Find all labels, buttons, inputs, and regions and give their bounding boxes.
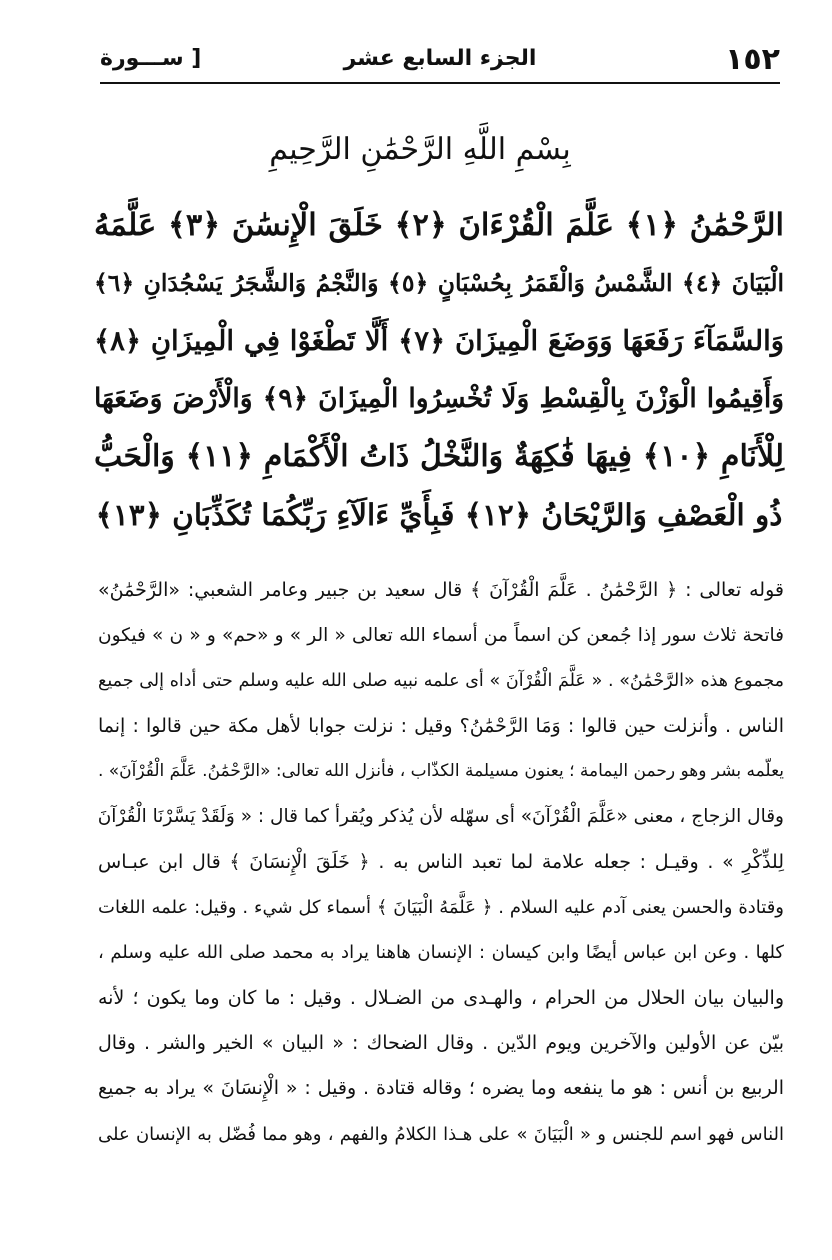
verse-line: لِلْأَنَامِ ﴿١٠﴾ فِيهَا فَٰكِهَةٌ وَالنَّخْلُ ذَاتُ الْأَكْمَامِ ﴿١١﴾ وَالْحَبُّ <box>94 439 784 474</box>
verse-line: وَأَقِيمُوا الْوَزْنَ بِالْقِسْطِ وَلَا تُخْسِرُوا الْمِيزَانَ ﴿٩﴾ وَالْأَرْضَ وَضَعَهَا <box>94 383 784 414</box>
commentary-text <box>98 568 784 1157</box>
juz-title: الجزء السابع عشر <box>343 46 537 71</box>
commentary-line: وقال الزجاج ، معنى «عَلَّمَ الْقُرْآنَ» أى سهّله لأن يُذكر ويُقرأ كما قال : « وَلَقَدْ يَسَّرْنَا الْقُرْآنَ <box>97 806 784 828</box>
verse-line: ذُو الْعَصْفِ وَالرَّيْحَانُ ﴿١٢﴾ فَبِأَيِّ ءَالَآءِ رَبِّكُمَا تُكَذِّبَانِ ﴿١٣﴾ <box>95 497 783 532</box>
verse-line: الرَّحْمَٰنُ ﴿١﴾ عَلَّمَ الْقُرْءَانَ ﴿٢﴾ خَلَقَ الْإِنسَٰنَ ﴿٣﴾ عَلَّمَهُ <box>94 207 784 243</box>
commentary-line: مجموع هذه «الرَّحْمَٰنُ» . « عَلَّمَ الْقُرْآنَ » أى علمه نبيه صلى الله عليه وسلم حتى أداه إلى جميع <box>98 670 784 691</box>
commentary-line: يعلّمه بشر وهو رحمن اليمامة ؛ يعنون مسيلمة الكذّاب ، فأنزل الله تعالى: «الرَّحْمَٰنُ. عَلَّمَ الْقُرْآنَ» . <box>97 761 784 782</box>
commentary-line: قوله تعالى : ﴿ الرَّحْمَٰنُ . عَلَّمَ الْقُرْآنَ ﴾ قال سعيد بن جبير وعامر الشعبي: «الرَّحْمَٰنُ» <box>98 579 784 601</box>
commentary-line: الناس . وأنزلت حين قالوا : وَمَا الرَّحْمَٰنُ؟ وقيل : نزلت جوابا لأهل مكة حين قالوا : إنما <box>98 714 784 737</box>
commentary-line: بيّن عن الأولين والآخرين ويوم الدّين . وقال الضحاك : « البيان » الخير والشر . وقال <box>98 1031 784 1054</box>
running-header <box>100 40 780 84</box>
basmala: بِسْمِ اللَّهِ الرَّحْمَٰنِ الرَّحِيمِ <box>269 132 571 167</box>
surah-label: [ ســـورة <box>100 46 202 71</box>
verse-line: وَالسَّمَآءَ رَفَعَهَا وَوَضَعَ الْمِيزَانَ ﴿٧﴾ أَلَّا تَطْغَوْا فِي الْمِيزَانِ ﴿٨﴾ <box>94 325 785 357</box>
quran-verses <box>94 196 784 544</box>
commentary-line: الناس فهو اسم للجنس و « الْبَيَانَ » على هـذا الكلامُ والفهم ، وهو مما فُضّل به الإنسان على <box>98 1123 784 1145</box>
commentary-line: الربيع بن أنس : هو ما ينفعه وما يضره ؛ وقاله قتادة . وقيل : « الْإِنسَانَ » يراد به جميع <box>98 1077 784 1100</box>
commentary-line: كلها . وعن ابن عباس أيضًا وابن كيسان : الإنسان هاهنا يراد به محمد صلى الله عليه وسلم ، <box>98 942 784 964</box>
commentary-line: وقتادة والحسن يعنى آدم عليه السلام . ﴿ عَلَّمَهُ الْبَيَانَ ﴾ أسماء كل شيء . وقيل: علمه اللغات <box>98 897 784 919</box>
page-number: ١٥٢ <box>725 42 780 77</box>
commentary-line: لِلذِّكْرِ » . وقيـل : جعله علامة لما تعبد الناس به . ﴿ خَلَقَ الْإِنسَانَ ﴾ قال ابن عبـاس <box>98 850 784 873</box>
commentary-line: والبيان بيان الحلال من الحرام ، والهـدى من الضـلال . وقيل : ما كان وما يكون ؛ لأنه <box>98 986 784 1009</box>
commentary-line: فاتحة ثلاث سور إذا جُمعن كن اسماً من أسماء الله تعالى « الر » و «حم» و « ن » فيكون <box>98 625 784 647</box>
header-rule <box>100 82 780 84</box>
verse-line: الْبَيَانَ ﴿٤﴾ الشَّمْسُ وَالْقَمَرُ بِحُسْبَانٍ ﴿٥﴾ وَالنَّجْمُ وَالشَّجَرُ يَسْجُدَانِ ﴿٦﴾ <box>94 269 785 297</box>
